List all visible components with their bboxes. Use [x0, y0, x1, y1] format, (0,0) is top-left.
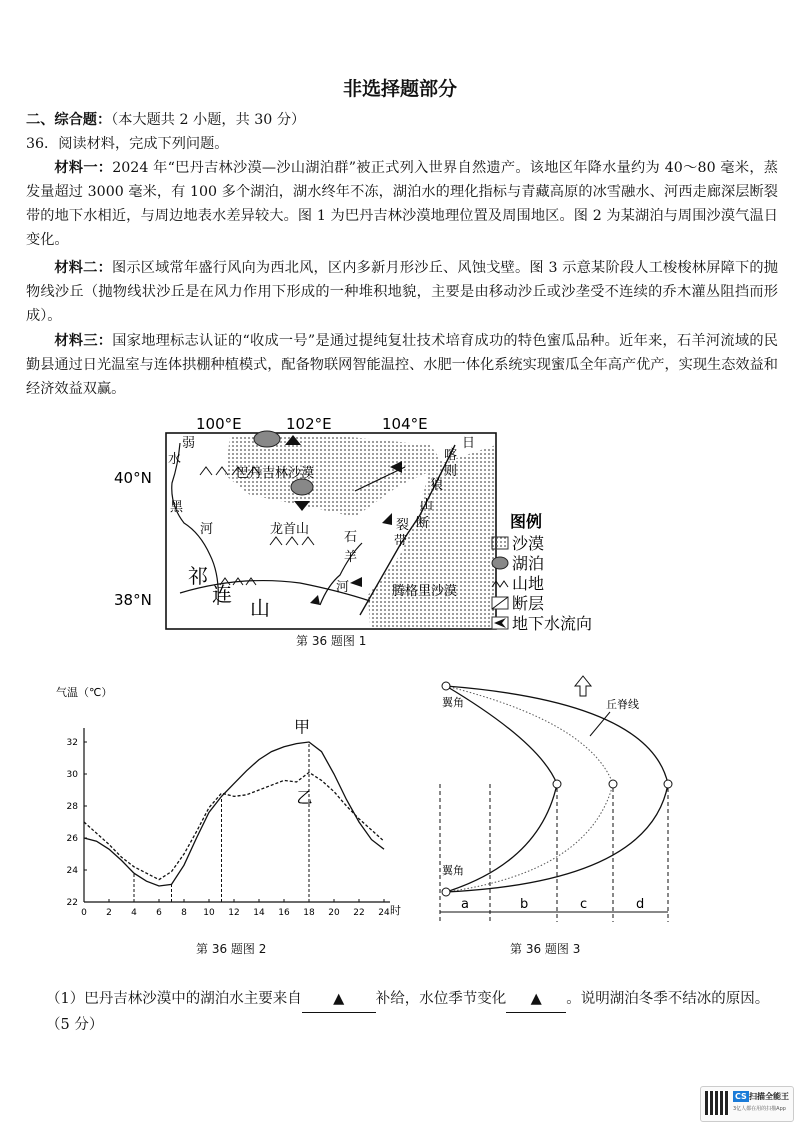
scanner-name: 扫描全能王 — [749, 1092, 789, 1101]
legend-desert-swatch — [492, 537, 508, 549]
legend-groundwater: 地下水流向 — [512, 614, 593, 633]
legend-fault: 断层 — [512, 594, 545, 613]
segment-b: b — [520, 897, 529, 912]
part-heading-label: 二、综合题： — [26, 112, 112, 128]
material-2 — [26, 256, 778, 328]
label-ze: 则 — [444, 464, 458, 479]
qr-code-icon — [705, 1091, 729, 1115]
label-lang: 狼 — [430, 478, 444, 493]
ridge-leader-line — [590, 712, 610, 736]
question-header: 36．阅读材料，完成下列问题。 — [26, 136, 229, 152]
chart-ylabel: 气温（℃） — [56, 686, 113, 699]
label-hei: 黑 — [170, 500, 184, 515]
figure3-caption: 第 36 题图 3 — [510, 942, 581, 956]
x-tick-label: 6 — [156, 908, 162, 918]
label-ridge: 丘脊线 — [606, 698, 639, 711]
scanner-badge — [700, 1086, 794, 1122]
figure1-caption: 第 36 题图 1 — [296, 634, 367, 648]
series-line-yi — [84, 772, 384, 879]
figure2-caption: 第 36 题图 2 — [196, 942, 267, 956]
dune-outline-1 — [446, 686, 557, 892]
wing-point-top — [442, 682, 450, 690]
answer-blank-1[interactable]: ▲ — [302, 987, 376, 1013]
y-tick-label: 32 — [66, 738, 78, 748]
label-qi: 祁 — [188, 564, 208, 588]
x-tick-label: 16 — [278, 908, 290, 918]
x-tick-label: 18 — [303, 908, 315, 918]
figure1-map — [100, 405, 640, 655]
chart-xlabel-unit: 时 — [390, 904, 401, 917]
label-yang: 羊 — [344, 550, 358, 565]
chart-series — [84, 742, 384, 886]
label-shui: 水 — [168, 452, 182, 467]
y-tick-label: 26 — [66, 834, 78, 844]
question-1-part3: 。说明湖泊冬季不结冰的原因。（5 分） — [46, 991, 770, 1033]
x-tick-label: 24 — [378, 908, 390, 918]
x-tick-label: 8 — [181, 908, 187, 918]
x-tick-label: 20 — [328, 908, 340, 918]
series-label-jia: 甲 — [294, 717, 311, 737]
label-shan: 山 — [250, 596, 270, 620]
lat-label-38: 38°N — [114, 591, 152, 609]
y-tick-label: 24 — [66, 866, 78, 876]
label-ka: 喀 — [444, 448, 458, 463]
y-tick-label: 22 — [66, 898, 78, 908]
label-ruo: 弱 — [182, 436, 196, 451]
segment-d: d — [636, 897, 645, 912]
label-shi: 石 — [344, 530, 358, 545]
legend-title: 图例 — [510, 512, 543, 531]
label-lie: 裂 — [396, 518, 410, 533]
x-tick-label: 4 — [131, 908, 137, 918]
dune-nose-2 — [609, 780, 617, 788]
label-lian: 连 — [212, 582, 232, 606]
dune-nose-1 — [553, 780, 561, 788]
material-3-text: 国家地理标志认证的“收成一号”是通过提纯复壮技术培育成功的特色蜜瓜品种。近年来，石羊河流域的民勤县通过日光温室与连体拱棚种植模式，配备物联网智能温控、水肥一体化系统实现蜜瓜全年高产优产，实现生态效益和经济效益双赢。 — [26, 333, 778, 397]
legend-mountain: 山地 — [512, 574, 545, 593]
label-dai: 带 — [394, 534, 408, 549]
material-3 — [26, 329, 778, 401]
series-label-yi: 乙 — [296, 787, 313, 807]
label-badain: 巴丹吉林沙漠 — [236, 466, 315, 481]
question-1 — [46, 987, 776, 1038]
y-tick-label: 28 — [66, 802, 78, 812]
label-tengger: 腾格里沙漠 — [392, 584, 458, 599]
legend-lake-swatch — [492, 557, 508, 569]
lon-label-104: 104°E — [382, 415, 428, 433]
question-1-number: （1） — [46, 991, 85, 1007]
wing-point-bottom — [442, 888, 450, 896]
segment-c: c — [580, 897, 588, 912]
x-tick-label: 22 — [353, 908, 365, 918]
label-duan: 断 — [416, 516, 430, 531]
chart-axes — [67, 728, 390, 918]
material-2-text: 图示区域常年盛行风向为西北风，区内多新月形沙丘、风蚀戈壁。图 3 示意某阶段人工梭梭林屏障下的抛物线沙丘（抛物线状沙丘是在风力作用下形成的一种堆积地貌，主要是由移动沙丘或沙垄受不连续的乔木灌丛阻挡而形成）。 — [26, 260, 778, 324]
material-3-label: 材料三： — [54, 333, 113, 349]
dune-nose-3 — [664, 780, 672, 788]
answer-blank-2[interactable]: ▲ — [506, 987, 566, 1013]
lon-label-102: 102°E — [286, 415, 332, 433]
material-2-label: 材料二： — [54, 260, 112, 276]
figure2-chart — [44, 682, 414, 932]
legend-lake: 湖泊 — [512, 554, 545, 573]
series-line-jia — [84, 742, 384, 886]
y-tick-label: 30 — [66, 770, 78, 780]
x-tick-label: 2 — [106, 908, 112, 918]
material-1-text: 2024 年“巴丹吉林沙漠—沙山湖泊群”被正式列入世界自然遗产。该地区年降水量约为 40～80 毫米，蒸发量超过 3000 毫米，有 100 多个湖泊，湖水终年不冻，湖泊水的理化指标与青藏高原的冰雪融水、河西走廊深层断裂带的地下水相近，与周边地表水差异较大。图 1 为巴丹吉林沙漠地理位置及周围地区。图 2 为某湖泊与周围沙漠气温日变化。 — [26, 160, 778, 248]
material-1 — [26, 156, 778, 252]
wind-direction-icon — [575, 676, 591, 696]
part-heading-note: （本大题共 2 小题，共 30 分） — [111, 112, 306, 128]
label-he1: 河 — [200, 522, 214, 537]
legend-desert: 沙漠 — [512, 534, 545, 553]
label-ri: 日 — [462, 436, 476, 451]
label-shan2: 山 — [420, 498, 434, 513]
part-heading — [26, 110, 305, 130]
question-1-part1: 巴丹吉林沙漠中的湖泊水主要来自 — [84, 991, 302, 1007]
x-tick-label: 10 — [203, 908, 215, 918]
lake-1 — [254, 431, 280, 447]
label-longshou: 龙首山 — [270, 522, 310, 537]
lake-2 — [291, 479, 313, 495]
label-wing-top: 翼角 — [442, 696, 464, 709]
x-tick-label: 14 — [253, 908, 265, 918]
dune-ridge-line — [446, 686, 613, 892]
material-1-label: 材料一： — [54, 160, 113, 176]
section-title: 非选择题部分 — [342, 78, 457, 100]
label-he2: 河 — [336, 580, 350, 595]
lat-label-40: 40°N — [114, 469, 152, 487]
question-1-part2: 补给，水位季节变化 — [375, 991, 507, 1007]
lon-label-100: 100°E — [196, 415, 242, 433]
segment-a: a — [461, 897, 469, 912]
x-tick-label: 12 — [228, 908, 240, 918]
scanner-logo-icon: CS — [735, 1092, 747, 1101]
scanner-tagline: 3亿人都在用的扫描App — [733, 1106, 786, 1112]
label-wing-bottom: 翼角 — [442, 864, 464, 877]
x-tick-label: 0 — [81, 908, 87, 918]
figure3-diagram — [430, 672, 710, 932]
